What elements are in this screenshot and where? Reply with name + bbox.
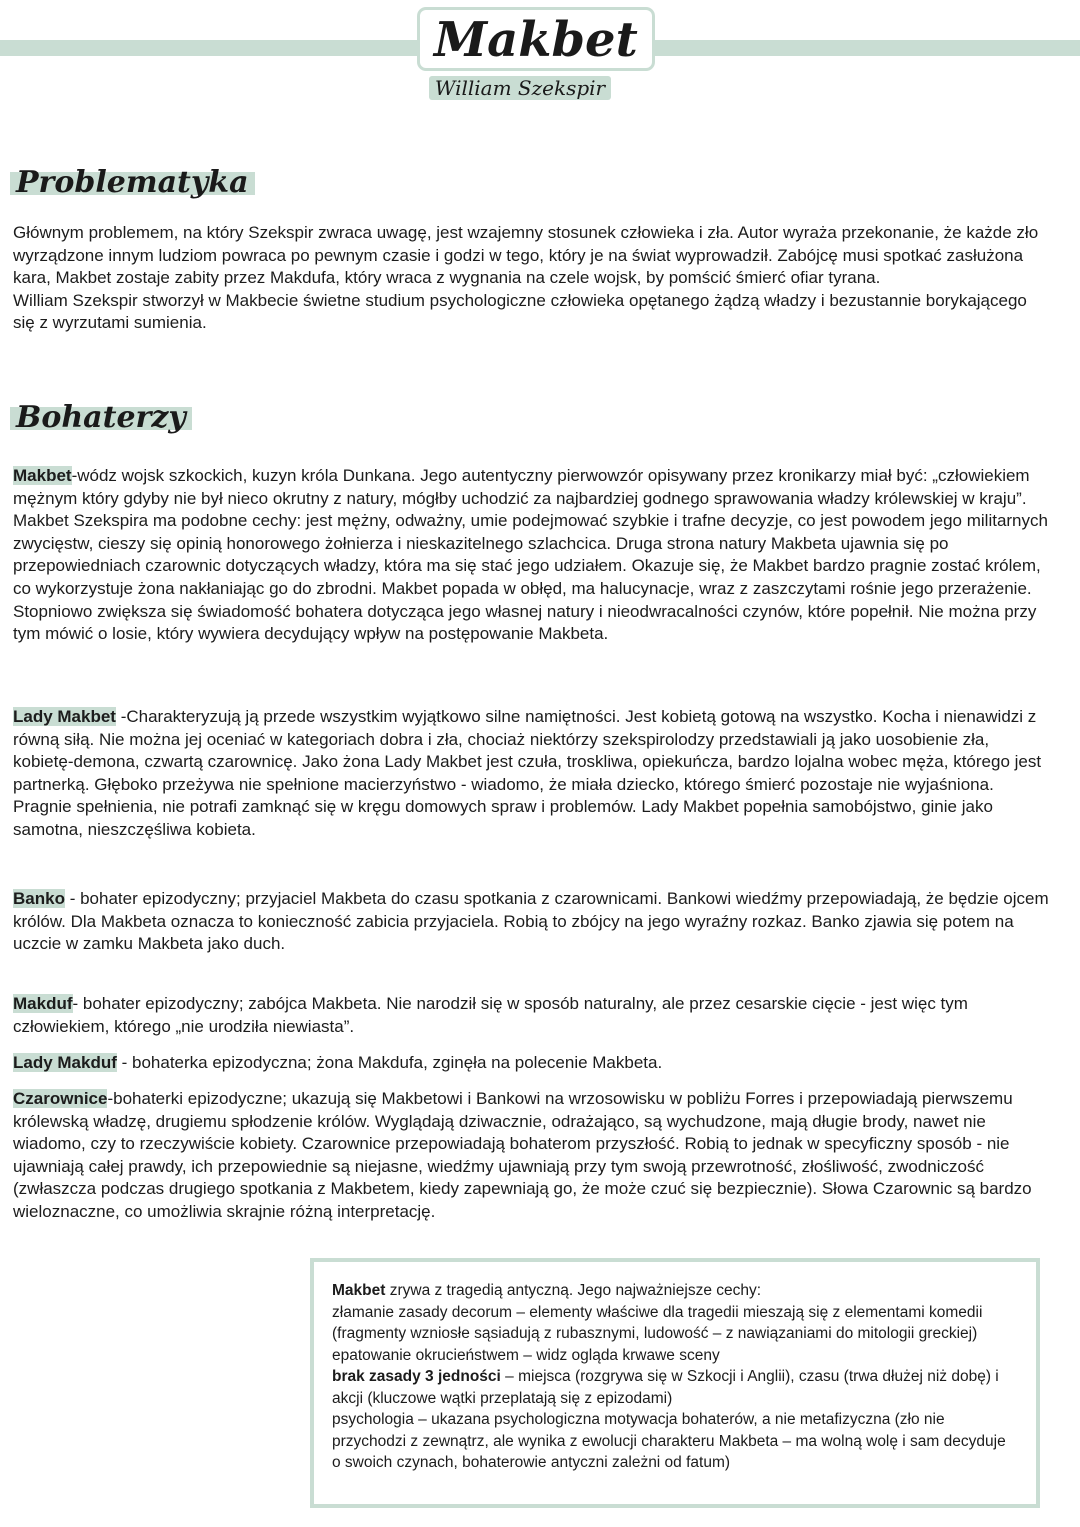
- character-czarownice: [13, 1088, 1053, 1224]
- character-description: - bohater epizodyczny; zabójca Makbeta. Nie narodził się w sposób naturalny, ale przez cesarskie cięcie - jest więc tym człowiekiem, którego „nie urodziła niewiasta”.: [13, 994, 968, 1036]
- problematyka-paragraph-1: Głównym problemem, na który Szekspir zwraca uwagę, jest wzajemny stosunek człowieka i zła. Autor wyraża przekonanie, że każde zło wyrządzone innym ludziom powraca po pewnym czasie i godzi w tego, który je na świat wyprowadził. Zabójcę musi spotkać zasłużona kara, Makbet zostaje zabity przez Makdufa, który wraca z wygnania na czele wojsk, by pomścić śmierć ofiar tyrana.: [13, 223, 1039, 288]
- character-description: - bohaterka epizodyczna; żona Makdufa, zginęła na polecenie Makbeta.: [116, 1053, 663, 1072]
- summary-item-3: brak zasady 3 jedności – miejsca (rozgrywa się w Szkocji i Anglii), czasu (trwa dłużej niż dobę) i akcji (kluczowe wątki przeplatają się z epizodami): [332, 1368, 999, 1407]
- character-description: -wódz wojsk szkockich, kuzyn króla Dunkana. Jego autentyczny pierwowzór opisywany przez kronikarzy miał być: „człowiekiem mężnym który gdyby nie był nieco okrutny z natury, mógłby uchodzić za najbardziej godnego sprawowania władzy królewskiej w kraju”. Makbet Szekspira ma podobne cechy: jest mężny, odważny, umie podejmować szybkie i trafne decyzje, co jest powodem jego militarnych zwycięstw, cieszy się opinią honorowego żołnierza i nieskazitelnego szlachcica. Druga strona natury Makbeta ujawnia się po przepowiedniach czarownic dotyczących władzy, która ma się stać jego udziałem. Okazuje się, że Makbet bardzo pragnie zostać królem, co wykorzystuje żona nakłaniając go do zbrodni. Makbet popada w obłęd, ma halucynacje, wraz z zaszczytami rośnie jego przerażenie. Stopniowo zwiększa się świadomość bohatera dotycząca jego własnej natury i nieodwracalności czynów, które popełnił. Nie można przy tym mówić o losie, który wywiera decydujący wpływ na postępowanie Makbeta.: [13, 466, 1048, 644]
- character-lady-makduf: [13, 1052, 1053, 1075]
- character-makduf: [13, 993, 1053, 1038]
- character-name: Lady Makbet: [13, 707, 116, 726]
- page-title: Makbet: [420, 10, 652, 68]
- character-name: Makduf: [13, 994, 73, 1013]
- title-block: [420, 10, 638, 100]
- summary-lead: Makbet zrywa z tragedią antyczną. Jego najważniejsze cechy:: [332, 1282, 762, 1299]
- problematyka-paragraph-2: William Szekspir stworzył w Makbecie świetne studium psychologiczne człowieka opętanego żądzą władzy i bezustannie borykającego się z wyrzutami sumienia.: [13, 290, 1027, 333]
- character-makbet: [13, 465, 1053, 646]
- author-line: [420, 76, 620, 100]
- character-name: Makbet: [13, 466, 72, 485]
- character-name: Banko: [13, 889, 65, 908]
- character-lady-makbet: [13, 706, 1053, 842]
- problematyka-text: [13, 222, 1053, 335]
- summary-box: [310, 1258, 1040, 1508]
- character-description: -bohaterki epizodyczne; ukazują się Makbetowi i Bankowi na wrzosowisku w pobliżu Forres i przepowiadają pierwszemu królewską władzę, drugiemu spłodzenie królów. Wyglądają dziwacznie, odrażająco, są wychudzone, mają długie brody, nawet nie wiadomo, czy to rzeczywiście kobiety. Czarownice przepowiadają bohaterom przyszłość. Robią to jednak w specyficzny sposób - nie ujawniają całej prawdy, ich przepowiednie są niejasne, wiedźmy ujawniają przy tym swoją przewrotność, złośliwość, zwodniczość (zwłaszcza podczas drugiego spotkania z Makbetem, kiedy zapewniają go, że może czuć się bezpiecznie). Słowa Czarownic są bardzo wieloznaczne, co umożliwia skrajnie różną interpretację.: [13, 1089, 1032, 1221]
- heading-bohaterzy: Bohaterzy: [10, 400, 192, 436]
- character-description: - bohater epizodyczny; przyjaciel Makbeta do czasu spotkania z czarownicami. Bankowi wiedźmy przepowiadają, że będzie ojcem królów. Dla Makbeta oznacza to konieczność zabicia przyjaciela. Robią to zbójcy na jego wyraźny rozkaz. Banko zjawia się potem na uczcie w zamku Makbeta jako duch.: [13, 889, 1049, 954]
- summary-item-1: złamanie zasady decorum – elementy właściwe dla tragedii mieszają się z elementami komedii (fragmenty wzniosłe sąsiadują z rubasznymi, ludowość – z nawiązaniami do mitologii greckiej): [332, 1303, 983, 1342]
- character-description: -Charakteryzują ją przede wszystkim wyjątkowo silne namiętności. Jest kobietą gotową na wszystko. Kocha i nienawidzi z równą siłą. Nie można jej oceniać w kategoriach dobra i zła, chociaż niektórzy szekspirolodzy przedstawiali ją jako uosobienie zła, kobietę-demona, czwartą czarownicę. Jako żona Lady Makbet jest czuła, troskliwa, opiekuńcza, bardzo lojalna wobec męża, którego jest partnerką. Głęboko przeżywa nie spełnione macierzyństwo - wiadomo, że miała dziecko, którego śmierć pozostaje nie wyjaśniona. Pragnie spełnienia, nie potrafi zamknąć się w kręgu domowych spraw i problemów. Lady Makbet popełnia samobójstwo, ginie jako samotna, nieszczęśliwa kobieta.: [13, 707, 1042, 839]
- summary-item-2: epatowanie okrucieństwem – widz ogląda krwawe sceny: [332, 1346, 720, 1364]
- summary-item-4: psychologia – ukazana psychologiczna motywacja bohaterów, a nie metafizyczna (zło nie przychodzi z zewnątrz, ale wynika z ewolucji charakteru Makbeta – ma wolną wolę i sam decyduje o swoich czynach, bohaterowie antyczni zależni od fatum): [332, 1411, 1006, 1471]
- character-name: Czarownice: [13, 1089, 108, 1108]
- character-banko: [13, 888, 1053, 956]
- author-name: William Szekspir: [429, 76, 611, 100]
- character-name: Lady Makduf: [13, 1053, 117, 1072]
- heading-problematyka: Problematyka: [10, 165, 255, 201]
